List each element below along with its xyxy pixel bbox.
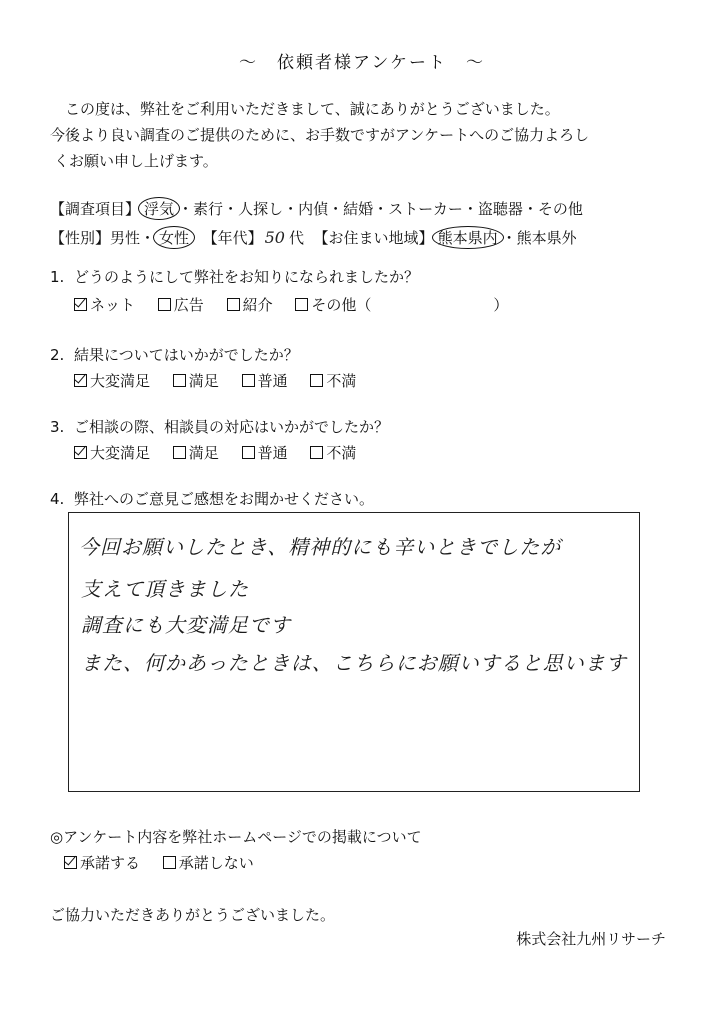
option-label: 満足 (188, 372, 219, 390)
survey-item-option[interactable]: ストーカー (388, 200, 463, 218)
checkbox[interactable] (158, 298, 171, 311)
checkbox[interactable] (163, 856, 176, 869)
survey-item-option[interactable]: 内偵 (298, 200, 329, 218)
option-label: その他（ (311, 296, 372, 314)
option-label: 承諾しない (178, 854, 254, 872)
survey-item-option[interactable]: 人探し (238, 200, 284, 218)
comment-box[interactable] (68, 512, 640, 792)
checkbox-checked[interactable] (74, 298, 87, 311)
option-ad[interactable] (158, 294, 204, 315)
checkbox[interactable] (295, 298, 308, 311)
residence-option-inside[interactable]: 熊本県内 (432, 226, 504, 249)
checkbox-checked[interactable] (74, 446, 87, 459)
question-2 (50, 344, 299, 365)
option-label: 大変満足 (90, 444, 151, 462)
option-label: ネット (90, 296, 136, 314)
option-label: 満足 (188, 444, 219, 462)
option-dissatisfied[interactable] (310, 370, 356, 391)
question-text: 弊社へのご意見ご感想をお聞かせください。 (74, 490, 375, 508)
question-4 (50, 488, 374, 509)
option-label: 広告 (173, 296, 204, 314)
checkbox[interactable] (227, 298, 240, 311)
checkbox[interactable] (310, 446, 323, 459)
publication-options (64, 852, 272, 873)
checkbox-checked[interactable] (64, 856, 77, 869)
residence-option-outside[interactable]: 熊本県外 (516, 229, 577, 247)
option-label: 不満 (326, 444, 357, 462)
option-label: 普通 (257, 372, 288, 390)
comment-line: 調査にも大変満足です (81, 613, 291, 637)
comment-line: 今回お願いしたとき、精神的にも辛いときでしたが (79, 535, 562, 559)
question-3 (50, 416, 389, 437)
option-average[interactable] (242, 442, 288, 463)
survey-item-option[interactable]: 素行 (193, 200, 224, 218)
checkbox[interactable] (173, 374, 186, 387)
survey-items-row: 【調査項目】 浮気 ・素行・人探し・内偵・結婚・ストーカー・盗聴器・その他 (50, 197, 583, 220)
option-very-satisfied[interactable] (74, 442, 150, 463)
publication-question: ◎アンケート内容を弊社ホームページでの掲載について (50, 828, 422, 846)
question-text: 結果についてはいかがでしたか？ (74, 346, 299, 364)
option-dissatisfied[interactable] (310, 442, 356, 463)
question-3-options (74, 442, 374, 463)
option-net[interactable] (74, 294, 135, 315)
option-label: 承諾する (80, 854, 141, 872)
thanks-text: ご協力いただきありがとうございました。 (50, 906, 336, 924)
question-number: 3. (50, 418, 65, 436)
gender-option-female[interactable]: 女性 (153, 226, 195, 249)
intro-line: この度は、弊社をご利用いただきまして、誠にありがとうございました。 (65, 100, 560, 118)
gender-option-male[interactable]: 男性 (110, 229, 141, 247)
question-1 (50, 266, 419, 287)
company-name: 株式会社九州リサーチ (516, 930, 666, 948)
checkbox[interactable] (310, 374, 323, 387)
survey-item-option[interactable]: 浮気 (138, 197, 180, 220)
page-title: ～ 依頼者様アンケート ～ (239, 53, 485, 73)
option-referral[interactable] (227, 294, 273, 315)
gender-label: 【性別】 (50, 229, 111, 247)
option-other[interactable] (295, 294, 508, 315)
age-suffix: 代 (288, 229, 304, 247)
option-label: 紹介 (242, 296, 273, 314)
age-value[interactable]: 50 (264, 228, 285, 247)
checkbox[interactable] (242, 374, 255, 387)
comment-line: 支えて頂きました (81, 577, 249, 601)
question-2-options (74, 370, 374, 391)
checkbox[interactable] (242, 446, 255, 459)
intro-line: 今後より良い調査のご提供のために、お手数ですがアンケートへのご協力よろし (50, 126, 590, 144)
option-label: 不満 (326, 372, 357, 390)
question-number: 1. (50, 268, 65, 286)
survey-items-label: 【調査項目】 (50, 200, 141, 218)
option-no-consent[interactable] (163, 852, 254, 873)
option-very-satisfied[interactable] (74, 370, 150, 391)
checkbox-checked[interactable] (74, 374, 87, 387)
option-average[interactable] (242, 370, 288, 391)
option-satisfied[interactable] (173, 442, 219, 463)
question-text: ご相談の際、相談員の対応はいかがでしたか？ (74, 418, 390, 436)
age-label: 【年代】 (202, 229, 263, 247)
intro-text (50, 96, 670, 174)
survey-item-option[interactable]: その他 (537, 200, 583, 218)
question-1-options (74, 294, 526, 315)
option-label: 大変満足 (90, 372, 151, 390)
option-consent[interactable] (64, 852, 140, 873)
option-label: 普通 (257, 444, 288, 462)
checkbox[interactable] (173, 446, 186, 459)
survey-item-option[interactable]: 結婚 (343, 200, 374, 218)
intro-line: くお願い申し上げます。 (54, 152, 218, 170)
profile-row: 【性別】男性・ 女性 【年代】 50 代 【お住まい地域】 熊本県内 ・熊本県外 (50, 228, 577, 247)
comment-line: また、何かあったときは、こちらにお願いすると思います (81, 651, 627, 675)
option-satisfied[interactable] (173, 370, 219, 391)
residence-label: 【お住まい地域】 (313, 229, 434, 247)
question-number: 2. (50, 346, 65, 364)
question-number: 4. (50, 490, 65, 508)
survey-item-option[interactable]: 盗聴器 (477, 200, 523, 218)
close-paren: ） (493, 296, 509, 314)
question-text: どうのようにして弊社をお知りになられましたか？ (74, 268, 420, 286)
